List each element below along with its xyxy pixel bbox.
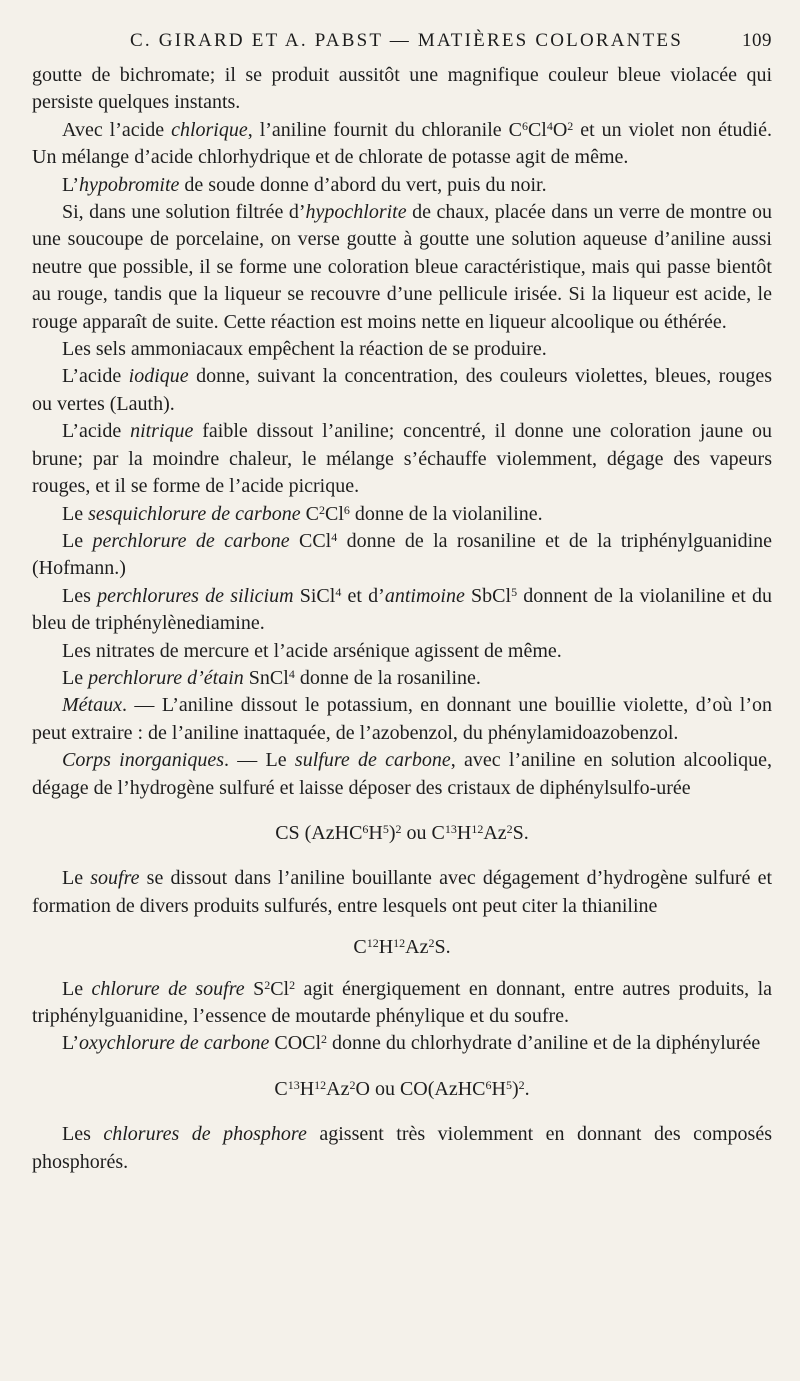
superscript: 2 (395, 821, 402, 836)
text-run: Les sels ammoniacaux empêchent la réaction de se produire. (62, 338, 547, 361)
text-run: COCl (269, 1032, 322, 1055)
formula (32, 1076, 772, 1103)
text-run: ) (388, 821, 396, 844)
text-run: Le (62, 867, 91, 890)
superscript: 12 (314, 1077, 327, 1092)
paragraph (32, 501, 772, 528)
superscript: 4 (335, 584, 342, 599)
running-header (130, 30, 772, 52)
paragraph (32, 199, 772, 336)
formula (32, 820, 772, 847)
text-run: Avec l’acide (62, 118, 172, 141)
page-number: 109 (742, 30, 772, 51)
text-run: SbCl (464, 584, 512, 607)
text-run: . — Le (224, 749, 295, 772)
text-run: Les nitrates de mercure et l’acide arsénique agissent de même. (62, 639, 562, 662)
running-title: C. GIRARD ET A. PABST — MATIÈRES COLORANTES (130, 30, 683, 51)
text-run: , l’aniline fournit du chloranile C (247, 118, 522, 141)
paragraph (32, 336, 772, 363)
superscript: 2 (319, 502, 325, 517)
text-run: donnent de la violaniline et du bleu de triphénylènediamine. (32, 584, 772, 635)
superscript: 2 (428, 936, 435, 951)
italic-term: chlorique (171, 118, 248, 141)
italic-term: sesquichlorure de carbone (88, 502, 301, 525)
text-run: agit énergiquement en donnant, entre autres produits, la triphénylguanidine, l’essence de moutarde phénylique et du soufre. (32, 977, 773, 1027)
text-run: H (456, 821, 472, 844)
text-run: . (524, 1077, 530, 1100)
formula (32, 934, 772, 961)
paragraph (32, 583, 772, 638)
superscript: 5 (382, 821, 389, 836)
text-run: ) (511, 1077, 519, 1100)
superscript: 12 (366, 936, 379, 951)
superscript: 2 (289, 977, 296, 992)
text-run: Si, dans une solution filtrée d’ (62, 201, 306, 224)
text-run: , avec l’aniline en solution alcoolique, dégage de l’hydrogène sulfuré et laisse déposer des cristaux de diphénylsulfo-urée (32, 749, 772, 799)
paragraph (32, 865, 772, 920)
text-run: ou C (401, 821, 445, 844)
superscript: 6 (521, 118, 528, 133)
italic-term: soufre (90, 867, 140, 890)
superscript: 4 (288, 666, 295, 681)
text-run: SnCl (243, 666, 289, 689)
paragraph (32, 665, 772, 692)
text-run: O (552, 118, 568, 141)
text-run: donne de la rosaniline et de la triphénylguanidine (Hofmann.) (32, 529, 772, 580)
superscript: 12 (393, 936, 406, 951)
text-run: C (353, 936, 367, 959)
text-run: Cl (527, 118, 547, 141)
superscript: 13 (287, 1077, 300, 1092)
superscript: 5 (505, 1077, 512, 1092)
text-run: agissent très violemment en donnant des composés phosphorés. (32, 1123, 772, 1173)
text-run: donne de la violaniline. (349, 502, 543, 525)
superscript: 6 (362, 821, 369, 836)
italic-term: perchlorure d’étain (88, 666, 244, 689)
superscript: 4 (331, 529, 338, 544)
paragraph (32, 692, 772, 747)
italic-term: perchlorures de silicium (97, 584, 294, 607)
italic-term: chlorure de soufre (91, 977, 245, 1000)
text-run: SiCl (293, 584, 336, 607)
text-run: S. (512, 821, 529, 844)
superscript: 2 (349, 1077, 356, 1092)
superscript: 5 (511, 584, 518, 599)
text-run: donne, suivant la concentration, des couleurs violettes, bleues, rouges ou vertes (Lauth). (32, 365, 772, 415)
text-run: H (299, 1077, 315, 1100)
paragraph (32, 747, 772, 802)
paragraph (32, 172, 772, 199)
text-run: Le (62, 529, 93, 552)
italic-term: Corps inorganiques (62, 749, 224, 772)
text-run: et un violet non étudié. Un mélange d’acide chlorhydrique et de chlorate de potasse agit de même. (32, 118, 772, 169)
text-run: H (491, 1077, 506, 1100)
italic-term: antimoine (384, 584, 465, 607)
text-run: Cl (325, 502, 344, 525)
text-run: L’ (62, 173, 80, 196)
italic-term: hypobromite (79, 173, 180, 196)
text-run: Az (326, 1077, 350, 1100)
italic-term: sulfure de carbone (294, 749, 451, 772)
text-run: faible dissout l’aniline; concentré, il donne une coloration jaune ou brune; par la moindre chaleur, le mélange s’échauffe violemment, dégage des vapeurs rouges, et il se forme de l’acide picrique. (32, 420, 773, 498)
text-run: Les (62, 584, 98, 607)
text-run: Az (405, 936, 429, 959)
italic-term: hypochlorite (305, 201, 407, 224)
text-run: L’acide (62, 420, 131, 443)
paragraph (32, 1030, 772, 1057)
italic-term: iodique (128, 365, 189, 388)
superscript: 6 (343, 502, 350, 517)
text-run: se dissout dans l’aniline bouillante avec dégagement d’hydrogène sulfuré et formation de divers produits sulfurés, entre lesquels ont peut citer la thianiline (32, 867, 772, 917)
text-run: Le (62, 977, 92, 1000)
superscript: 2 (518, 1077, 525, 1092)
text-run: C (274, 1077, 288, 1100)
superscript: 12 (471, 821, 484, 836)
text-run: Les (62, 1123, 104, 1146)
superscript: 4 (546, 118, 553, 133)
text-run: goutte de bichromate; il se produit aussitôt une magnifique couleur bleue violacée qui persiste quelques instants. (32, 64, 772, 114)
paragraph (32, 976, 772, 1031)
text-run: de chaux, placée dans un verre de montre ou une soucoupe de porcelaine, on verse goutte à goutte une solution aqueuse d’aniline aussi neutre que possible, il se forme une coloration bleue caractéristique, mais qui passe bientôt au rouge, tandis que la liqueur se recouvre d’une pellicule irisée. Si la liqueur est acide, le rouge apparaît de suite. Cette réaction est moins nette en liqueur alcoolique ou éthérée. (32, 201, 772, 333)
paragraph (32, 418, 772, 500)
italic-term: Métaux (62, 694, 122, 717)
text-run: Cl (270, 977, 290, 1000)
text-run: S (244, 977, 265, 1000)
superscript: 2 (264, 977, 271, 992)
italic-term: perchlorure de carbone (92, 529, 290, 552)
text-run: Az (483, 821, 507, 844)
superscript: 2 (506, 821, 513, 836)
text-run: H (378, 936, 394, 959)
body-text (32, 62, 772, 1176)
text-run: L’acide (62, 365, 129, 388)
paragraph (32, 528, 772, 583)
paragraph (32, 117, 772, 172)
superscript: 6 (485, 1077, 492, 1092)
italic-term: chlorures de phosphore (103, 1123, 307, 1146)
text-run: Le (62, 502, 89, 525)
text-run: . — L’aniline dissout le potassium, en donnant une bouillie violette, d’où l’on peut extraire : de l’aniline inattaquée, de l’azobenzol, du phénylamidoazobenzol. (32, 694, 772, 744)
text-run: donne du chlorhydrate d’aniline et de la diphénylurée (327, 1032, 761, 1055)
text-run: donne de la rosaniline. (294, 666, 481, 689)
text-run: et d’ (341, 584, 385, 607)
paragraph (32, 363, 772, 418)
text-run: Le (62, 666, 89, 689)
paragraph (32, 62, 772, 117)
superscript: 2 (567, 118, 574, 133)
text-run: C (300, 502, 319, 525)
text-run: H (368, 821, 383, 844)
paragraph (32, 638, 772, 665)
text-run: de soude donne d’abord du vert, puis du noir. (179, 173, 547, 196)
text-run: CS (AzHC (275, 821, 363, 844)
superscript: 2 (321, 1032, 328, 1047)
text-run: L’ (62, 1032, 80, 1055)
text-run: CCl (289, 529, 332, 552)
italic-term: nitrique (130, 420, 194, 443)
text-run: O ou CO(AzHC (355, 1077, 486, 1100)
text-run: S. (434, 936, 451, 959)
superscript: 13 (444, 821, 457, 836)
paragraph (32, 1121, 772, 1176)
italic-term: oxychlorure de carbone (79, 1032, 270, 1055)
